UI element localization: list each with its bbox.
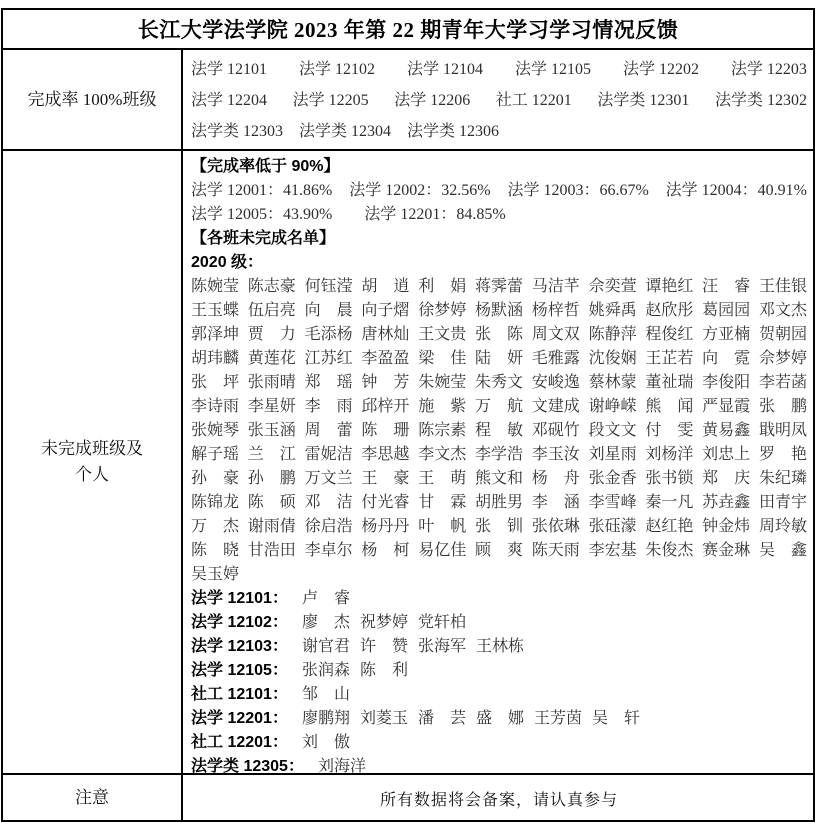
list-item: 李宏基 [588, 542, 637, 559]
list-item: 解子瑶 [191, 446, 240, 463]
list-item: 张玉涵 [247, 422, 296, 439]
list-item: 邓 洁 [304, 494, 353, 511]
list-item: 田青宇 [758, 494, 807, 511]
list-item: 刘杨洋 [645, 446, 694, 463]
student-name: 刘菱玉 [359, 710, 408, 727]
list-item: 郭泽坤 [191, 326, 240, 343]
list-item: 杨丹丹 [361, 518, 410, 535]
list-item: 施 紫 [418, 398, 467, 415]
student-name: 张润森 [301, 662, 350, 679]
list-item: 邓文杰 [758, 302, 807, 319]
notice-row [3, 773, 813, 820]
complete-rate-row [3, 48, 813, 149]
list-item: 郑 庆 [702, 470, 751, 487]
list-item: 法学 12105 [514, 61, 591, 78]
complete-rate-label: 完成率 100%班级 [3, 50, 183, 149]
list-item: 汪 睿 [702, 278, 751, 295]
list-item: 法学 12204 [191, 92, 268, 109]
list-item: 法学 12003：66.67% [507, 182, 649, 199]
class-label: 法学 12101： [191, 590, 288, 607]
list-item: 王 豪 [361, 470, 410, 487]
list-item: 陈志豪 [247, 278, 296, 295]
list-item: 黄易鑫 [702, 422, 751, 439]
unfinished-label-line1: 未完成班级及 [41, 439, 143, 458]
class-label: 法学类 12305： [191, 758, 304, 773]
list-item: 朱秀文 [474, 374, 523, 391]
list-item: 何钰滢 [304, 278, 353, 295]
list-item: 江苏红 [304, 350, 353, 367]
list-item: 王芷若 [645, 350, 694, 367]
list-item: 李诗雨 [191, 398, 240, 415]
list-item: 陈宗素 [418, 422, 467, 439]
list-item: 贺朝园 [758, 326, 807, 343]
list-item: 法学 12202 [622, 61, 699, 78]
list-item: 胡胜男 [474, 494, 523, 511]
list-item: 黄莲花 [247, 350, 296, 367]
list-item: 方亚楠 [702, 326, 751, 343]
list-item: 张雨晴 [247, 374, 296, 391]
list-item: 董祉瑞 [645, 374, 694, 391]
list-item: 赵欣彤 [645, 302, 694, 319]
list-item: 罗 艳 [758, 446, 807, 463]
list-item: 向 霓 [702, 350, 751, 367]
student-name: 吴 轩 [592, 710, 641, 727]
student-name: 许 赞 [359, 638, 408, 655]
list-item: 梁 佳 [418, 350, 467, 367]
list-item: 谢峥嵘 [588, 398, 637, 415]
list-item: 胡玮麟 [191, 350, 240, 367]
feedback-table [1, 8, 815, 822]
class-label: 法学 12103： [191, 638, 288, 655]
list-item: 孙 鹏 [247, 470, 296, 487]
list-item: 熊文和 [474, 470, 523, 487]
rate-line [191, 203, 807, 227]
list-item: 文建成 [531, 398, 580, 415]
list-item: 李雪峰 [588, 494, 637, 511]
list-item: 法学 12104 [406, 61, 483, 78]
name-line [191, 563, 807, 587]
list-item: 张 鹏 [758, 398, 807, 415]
list-item: 戢明凤 [758, 422, 807, 439]
list-item: 李 涵 [531, 494, 580, 511]
student-name: 廖鹏翔 [301, 710, 350, 727]
list-item: 马洁芊 [531, 278, 580, 295]
list-item: 李若菡 [758, 374, 807, 391]
list-item: 王文贵 [418, 326, 467, 343]
class-line [191, 587, 807, 611]
list-item: 张 钏 [474, 518, 523, 535]
list-item: 法学类 12304 [299, 123, 392, 140]
list-item: 伍启亮 [247, 302, 296, 319]
list-item: 万文兰 [304, 470, 353, 487]
list-item: 沈俊娴 [588, 350, 637, 367]
list-item: 安峻逸 [531, 374, 580, 391]
list-item: 王 萌 [418, 470, 467, 487]
list-item: 法学 12001：41.86% [191, 182, 333, 199]
student-name-list [191, 275, 807, 587]
list-item: 向子熠 [361, 302, 410, 319]
class-line [191, 755, 807, 773]
list-item: 郑 瑶 [304, 374, 353, 391]
list-item: 法学 12206 [394, 92, 471, 109]
name-line [191, 515, 807, 539]
list-item: 杨 柯 [361, 542, 410, 559]
list-item: 法学类 12303 [191, 123, 284, 140]
page-title: 长江大学法学院 2023 年第 22 期青年大学习学习情况反馈 [137, 18, 679, 42]
list-item: 杨梓哲 [531, 302, 580, 319]
list-item: 李思越 [361, 446, 410, 463]
complete-class-list [183, 50, 813, 149]
list-item: 蒋霁蕾 [474, 278, 523, 295]
list-item: 谢雨倩 [247, 518, 296, 535]
list-item: 程 敏 [474, 422, 523, 439]
list-item: 邓砚竹 [531, 422, 580, 439]
class-label: 法学 12105： [191, 662, 288, 679]
list-item: 杨 舟 [531, 470, 580, 487]
list-item: 苏垚鑫 [702, 494, 751, 511]
list-item: 钟金炜 [702, 518, 751, 535]
list-item: 法学 12004：40.91% [665, 182, 807, 199]
student-name: 卢 睿 [301, 590, 350, 607]
list-item: 周文双 [531, 326, 580, 343]
name-line [191, 371, 807, 395]
unfinished-label-line2: 个人 [75, 465, 109, 484]
list-item: 利 娟 [418, 278, 467, 295]
class-line [191, 611, 807, 635]
list-item: 叶 帆 [418, 518, 467, 535]
name-line [191, 275, 807, 299]
list-item: 陈婉莹 [191, 278, 240, 295]
rate-line [191, 179, 807, 203]
list-item: 雷妮洁 [304, 446, 353, 463]
list-item: 李文杰 [418, 446, 467, 463]
student-name: 盛 娜 [476, 710, 525, 727]
list-item: 法学 12205 [292, 92, 369, 109]
list-item: 法学类 12302 [714, 92, 807, 109]
list-item: 秦一凡 [645, 494, 694, 511]
list-item: 法学 12102 [298, 61, 375, 78]
student-name: 潘 芸 [417, 710, 466, 727]
name-line [191, 539, 807, 563]
list-item: 朱婉莹 [418, 374, 467, 391]
student-name: 党轩柏 [417, 614, 466, 631]
list-item: 谭艳红 [645, 278, 694, 295]
complete-line [191, 85, 807, 116]
list-item: 李学浩 [474, 446, 523, 463]
student-name: 祝梦婷 [359, 614, 408, 631]
list-item: 贾 力 [247, 326, 296, 343]
class-line [191, 707, 807, 731]
class-name-list [191, 587, 807, 773]
list-item: 陆 妍 [474, 350, 523, 367]
list-item: 吴玉婷 [191, 566, 240, 583]
list-item: 付 雯 [645, 422, 694, 439]
list-item: 赵红艳 [645, 518, 694, 535]
list-item: 易亿佳 [418, 542, 467, 559]
list-item: 张砡濛 [588, 518, 637, 535]
list-item: 徐启浩 [304, 518, 353, 535]
list-item: 李 雨 [304, 398, 353, 415]
list-item: 向 晨 [304, 302, 353, 319]
list-item: 杨默涵 [474, 302, 523, 319]
list-item: 张婉琴 [191, 422, 240, 439]
list-item: 毛雅露 [531, 350, 580, 367]
unfinished-label [3, 151, 183, 773]
list-item: 张依琳 [531, 518, 580, 535]
list-item: 法学类 12306 [407, 123, 500, 140]
list-item: 法学 12002：32.56% [349, 182, 491, 199]
list-item: 钟 芳 [361, 374, 410, 391]
list-item: 兰 江 [247, 446, 296, 463]
name-line [191, 395, 807, 419]
name-line [191, 443, 807, 467]
list-item: 熊 闻 [645, 398, 694, 415]
class-line [191, 731, 807, 755]
list-item: 法学类 12301 [597, 92, 690, 109]
student-name: 谢官君 [301, 638, 350, 655]
list-item: 张金香 [588, 470, 637, 487]
student-name: 刘 傲 [301, 734, 350, 751]
list-item: 王佳银 [758, 278, 807, 295]
class-label: 法学 12102： [191, 614, 288, 631]
list-item: 周玲敏 [758, 518, 807, 535]
list-item: 姚舜禹 [588, 302, 637, 319]
list-item: 段文文 [588, 422, 637, 439]
list-item: 吴 鑫 [758, 542, 807, 559]
list-item: 佘梦婷 [758, 350, 807, 367]
low-rate-header: 【完成率低于 90%】 [191, 158, 340, 175]
list-item: 李玉汝 [531, 446, 580, 463]
list-item: 葛园园 [702, 302, 751, 319]
low-rate-list [191, 179, 807, 227]
class-line [191, 635, 807, 659]
unfinished-row [3, 149, 813, 773]
unfinished-content [183, 151, 813, 773]
list-item: 王玉蝶 [191, 302, 240, 319]
class-label: 社工 12101： [191, 686, 288, 703]
unfinished-list-header: 【各班未完成名单】 [191, 230, 336, 247]
list-item: 程俊红 [645, 326, 694, 343]
student-name: 邹 山 [301, 686, 350, 703]
list-item: 毛添杨 [304, 326, 353, 343]
list-item: 李俊阳 [702, 374, 751, 391]
student-name: 陈 利 [359, 662, 408, 679]
list-item: 陈 晓 [191, 542, 240, 559]
list-item: 社工 12201 [495, 92, 572, 109]
class-line [191, 683, 807, 707]
list-item: 法学 12101 [191, 61, 268, 78]
list-item: 李卓尔 [304, 542, 353, 559]
name-line [191, 419, 807, 443]
student-name: 张海军 [417, 638, 466, 655]
list-item: 万 杰 [191, 518, 240, 535]
list-item: 赛金琳 [702, 542, 751, 559]
name-line [191, 491, 807, 515]
list-item: 唐林灿 [361, 326, 410, 343]
list-item: 张书锁 [645, 470, 694, 487]
class-label: 社工 12201： [191, 734, 288, 751]
list-item: 陈 珊 [361, 422, 410, 439]
complete-line [191, 54, 807, 85]
list-item: 李星妍 [247, 398, 296, 415]
list-item: 孙 豪 [191, 470, 240, 487]
name-line [191, 299, 807, 323]
complete-line [191, 116, 807, 147]
list-item: 万 航 [474, 398, 523, 415]
list-item: 陈天雨 [531, 542, 580, 559]
name-line [191, 323, 807, 347]
list-item: 法学 12201：84.85% [364, 206, 506, 223]
list-item: 张 陈 [474, 326, 523, 343]
list-item: 张 坪 [191, 374, 240, 391]
list-item: 胡 逍 [361, 278, 410, 295]
student-name: 王林栋 [476, 638, 525, 655]
student-name: 廖 杰 [301, 614, 350, 631]
list-item: 刘忠上 [702, 446, 751, 463]
list-item: 陈锦龙 [191, 494, 240, 511]
list-item: 陈 硕 [247, 494, 296, 511]
list-item: 甘浩田 [247, 542, 296, 559]
name-line [191, 467, 807, 491]
notice-text: 所有数据将会备案，请认真参与 [379, 792, 618, 809]
list-item: 严显霞 [702, 398, 751, 415]
class-line [191, 659, 807, 683]
list-item: 刘星雨 [588, 446, 637, 463]
notice-label: 注意 [3, 775, 183, 820]
grade-label: 2020 级： [191, 254, 264, 271]
student-name: 刘海洋 [317, 758, 366, 773]
list-item: 付光睿 [361, 494, 410, 511]
list-item: 朱俊杰 [645, 542, 694, 559]
name-line [191, 347, 807, 371]
list-item: 法学 12005：43.90% [191, 206, 333, 223]
list-item: 佘奕萱 [588, 278, 637, 295]
list-item: 法学 12203 [730, 61, 807, 78]
list-item: 李盈盈 [361, 350, 410, 367]
student-name: 王芳茵 [534, 710, 583, 727]
class-label: 法学 12201： [191, 710, 288, 727]
list-item: 朱纪璘 [758, 470, 807, 487]
list-item: 顾 爽 [474, 542, 523, 559]
list-item: 周 蕾 [304, 422, 353, 439]
list-item: 邱梓开 [361, 398, 410, 415]
list-item: 陈静萍 [588, 326, 637, 343]
list-item: 甘 霖 [418, 494, 467, 511]
list-item: 蔡林蒙 [588, 374, 637, 391]
list-item: 徐梦婷 [418, 302, 467, 319]
